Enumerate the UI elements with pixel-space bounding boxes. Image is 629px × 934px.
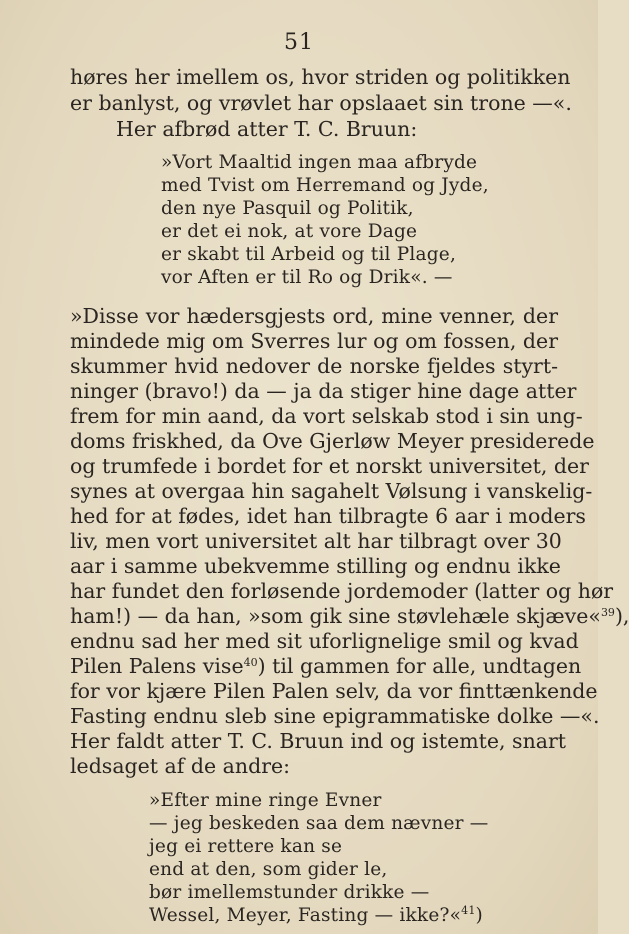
verse-line-footnote-41	[149, 904, 483, 927]
text-line: har fundet den forløsende jordemoder (latter og hør	[70, 579, 614, 603]
text-line: endnu sad her med sit uforlignelige smil og kvad	[70, 629, 579, 653]
verse-line: med Tvist om Herremand og Jyde,	[161, 175, 489, 196]
text-segment: ) til gammen for alle, undtagen	[257, 654, 582, 678]
text-line: synes at overgaa hin sagahelt Vølsung i vanskelig-	[70, 479, 593, 503]
verse-line: »Efter mine ringe Evner	[149, 790, 382, 811]
footnote-ref-41: 41	[461, 904, 476, 917]
footnote-ref-39: 39	[600, 606, 615, 619]
text-line: aar i samme ubekvemme stilling og endnu ikke	[70, 554, 561, 578]
text-line: hed for at fødes, idet han tilbragte 6 aar i moders	[70, 504, 586, 528]
text-segment: )	[475, 905, 483, 926]
text-line: og trumfede i bordet for et norskt universitet, der	[70, 454, 589, 478]
text-line: er banlyst, og vrøvlet har opslaaet sin trone —«.	[70, 91, 572, 115]
text-line: ninger (bravo!) da — ja da stiger hine dage atter	[70, 379, 577, 403]
text-segment: Pilen Palens vise	[70, 654, 244, 678]
verse-line: »Vort Maaltid ingen maa afbryde	[161, 152, 478, 173]
verse-line: — jeg beskeden saa dem nævner —	[149, 813, 489, 834]
text-line: høres her imellem os, hvor striden og politikken	[70, 65, 571, 89]
text-segment: ),	[614, 604, 629, 628]
verse-line: er det ei nok, at vore Dage	[161, 221, 418, 242]
footnote-ref-40: 40	[243, 656, 258, 669]
text-segment: ham!) — da han, »som gik sine støvlehæle skjæve«	[70, 604, 601, 628]
text-line-footnote-39	[70, 604, 629, 629]
text-line: »Disse vor hædersgjests ord, mine venner, der	[70, 304, 558, 328]
text-line: mindede mig om Sverres lur og om fossen, der	[70, 329, 558, 353]
verse-line: jeg ei rettere kan se	[149, 836, 343, 857]
verse-line: den nye Pasquil og Politik,	[161, 198, 414, 219]
verse-line: bør imellemstunder drikke —	[149, 882, 430, 903]
text-line: Fasting endnu sleb sine epigrammatiske dolke —«.	[70, 704, 600, 728]
text-line: skummer hvid nedover de norske fjeldes styrt-	[70, 354, 558, 378]
text-line: ledsaget af de andre:	[70, 754, 291, 778]
text-line: frem for min aand, da vort selskab stod i sin ung-	[70, 404, 583, 428]
verse-line: vor Aften er til Ro og Drik«. —	[161, 267, 453, 288]
page-number: 51	[284, 30, 314, 55]
text-segment: Wessel, Meyer, Fasting — ikke?«	[149, 905, 462, 926]
text-line: doms friskhed, da Ove Gjerløw Meyer presiderede	[70, 429, 595, 453]
text-line: Her afbrød atter T. C. Bruun:	[116, 117, 418, 141]
text-line-footnote-40	[70, 654, 582, 679]
text-line: liv, men vort universitet alt har tilbragt over 30	[70, 529, 562, 553]
text-line: for vor kjære Pilen Palen selv, da vor finttænkende	[70, 679, 598, 703]
verse-line: end at den, som gider le,	[149, 859, 388, 880]
verse-line: er skabt til Arbeid og til Plage,	[161, 244, 457, 265]
text-line: Her faldt atter T. C. Bruun ind og istemte, snart	[70, 729, 567, 753]
